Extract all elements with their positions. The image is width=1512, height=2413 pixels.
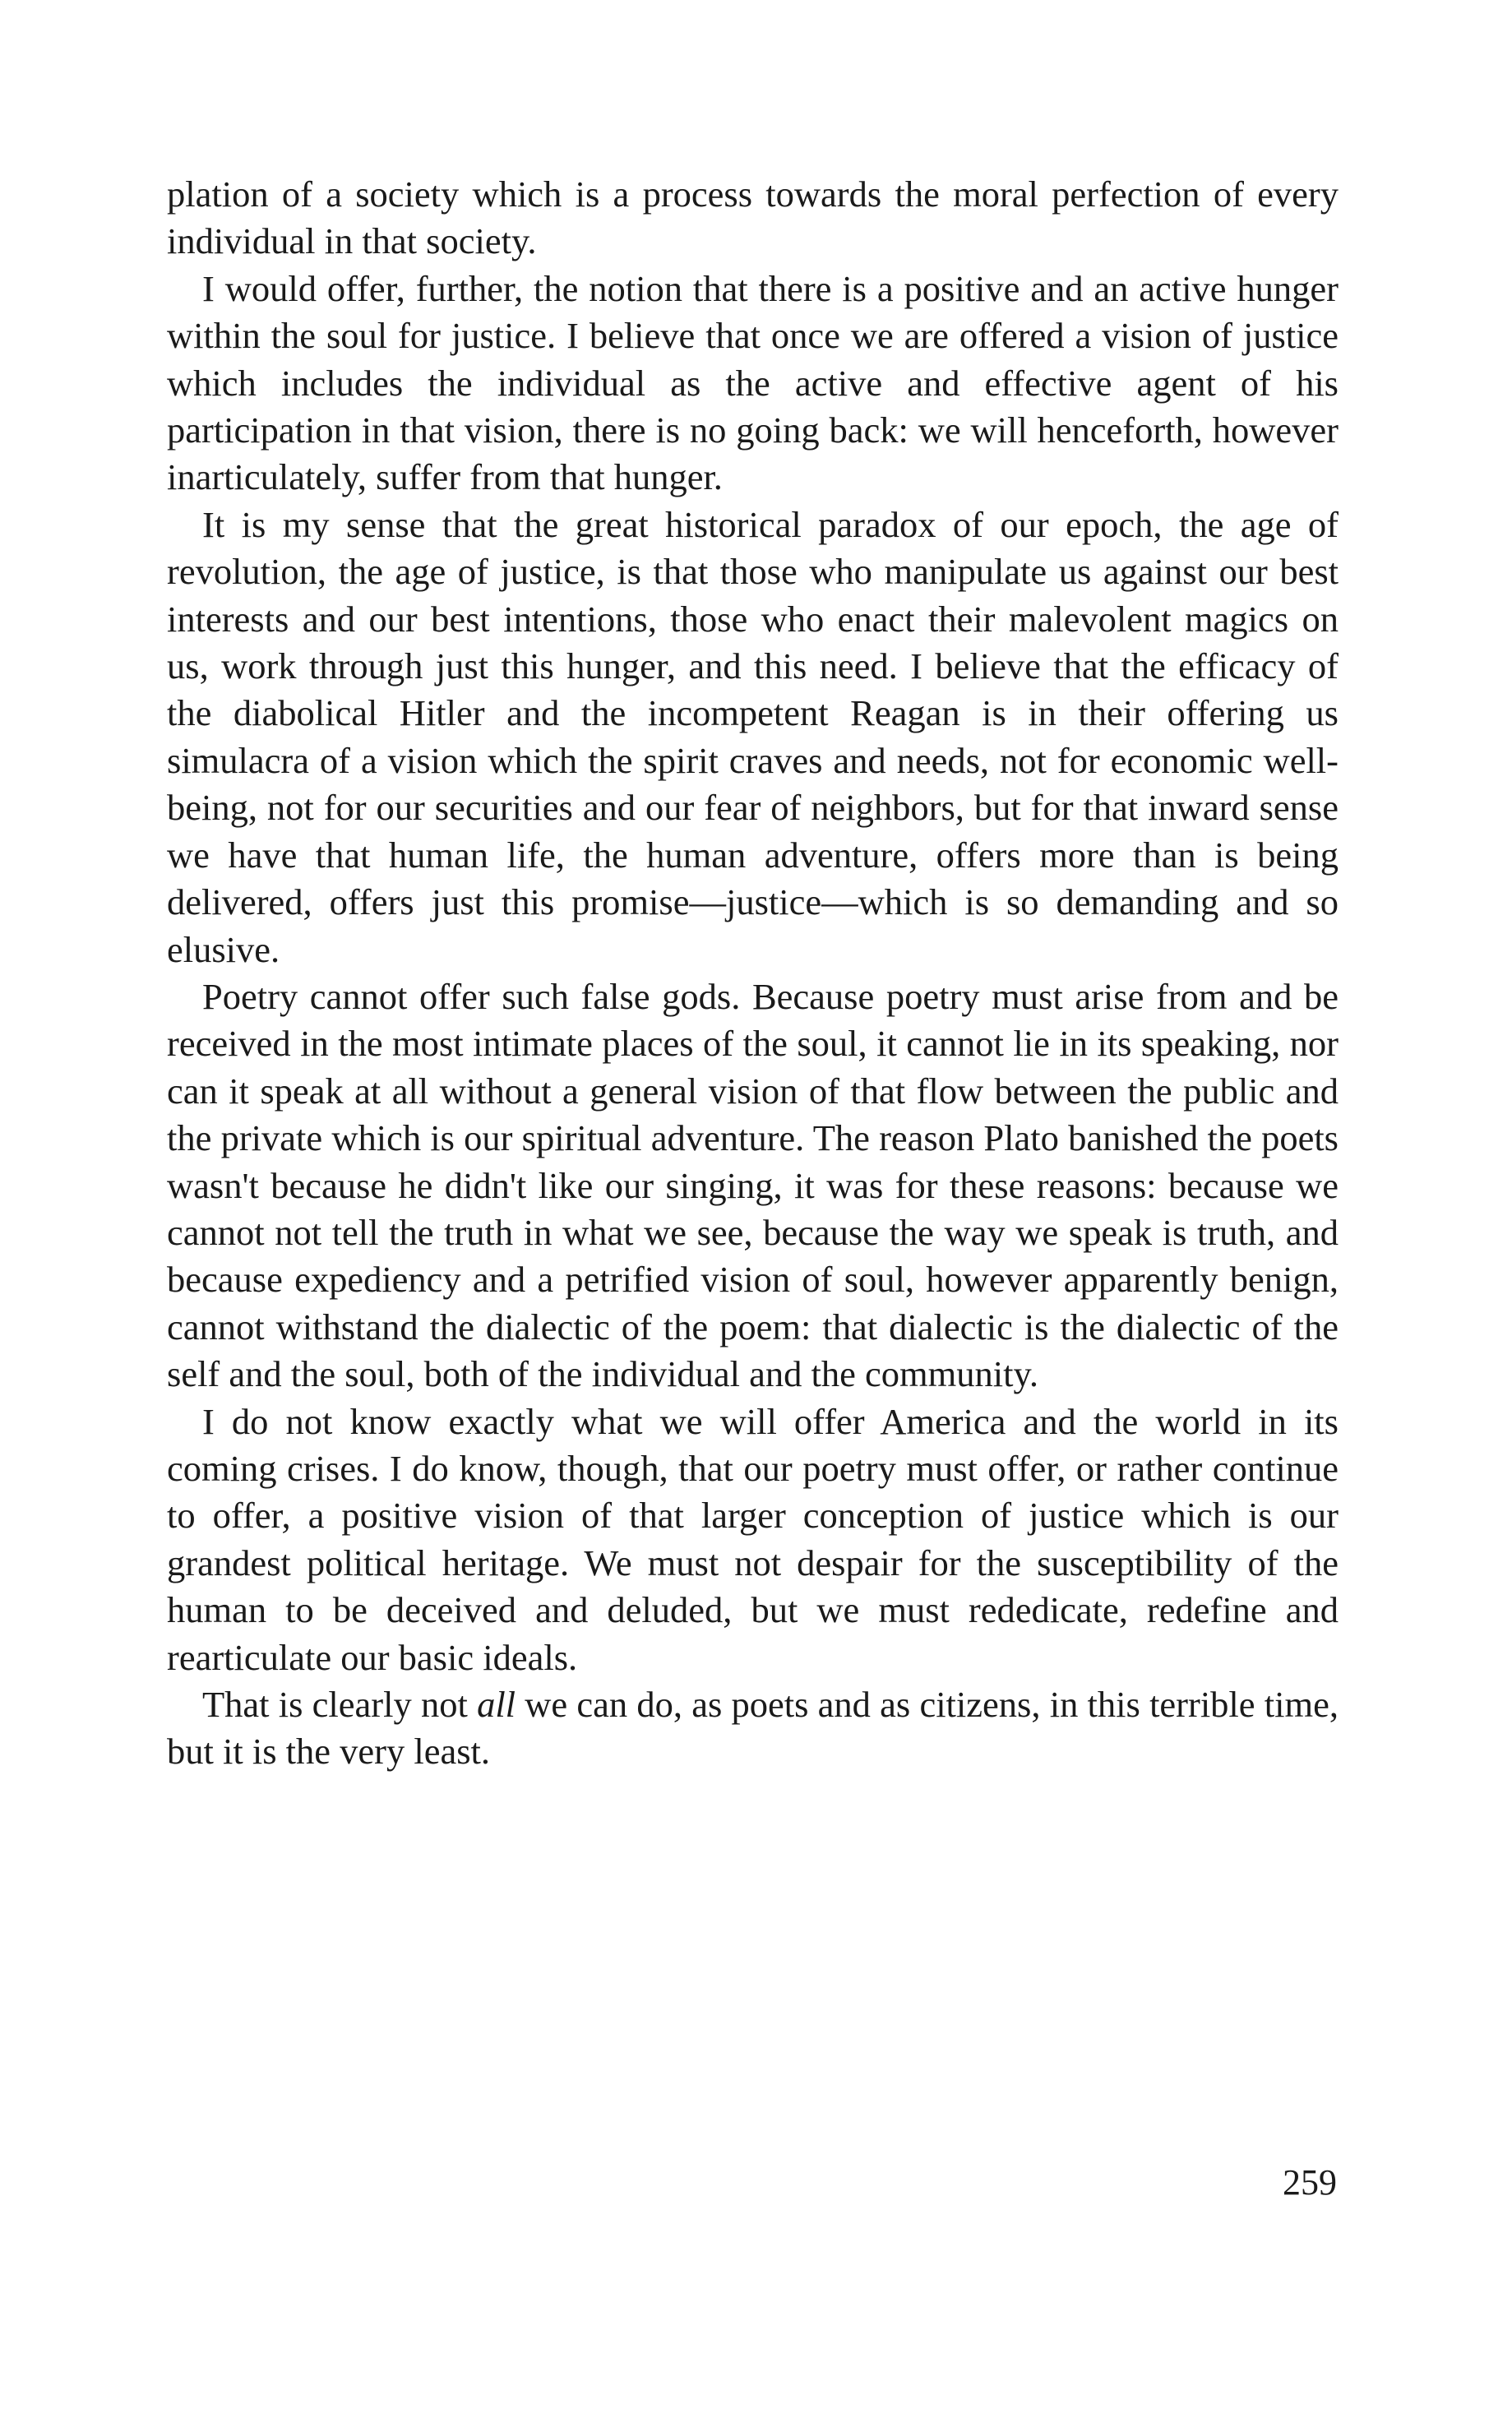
- paragraph-historical-paradox: It is my sense that the great historical paradox of our epoch, the age of revolution, the age of justice, is that those who manipulate us against our best interests and our best intentions, those who enact their malevolent magics on us, work through just this hunger, and this need. I believe that the efficacy of the diabolical Hitler and the incompetent Reagan is in their offering us simulacra of a vision which the spirit craves and needs, not for economic well-being, not for our securities and our fear of neighbors, but for that inward sense we have that human life, the human adventure, offers more than is being delivered, offers just this promise—justice—which is so demanding and so elusive.: [167, 503, 1339, 970]
- page-number: 259: [1283, 2162, 1337, 2203]
- closing-text-emphasis: all: [477, 1684, 516, 1725]
- paragraph-continuation: plation of a society which is a process towards the moral perfection of every individual in that society.: [167, 173, 1339, 262]
- paragraph-closing: [167, 1681, 1339, 1776]
- closing-text-before: That is clearly not: [202, 1684, 478, 1725]
- paragraph-america-crises: I do not know exactly what we will offer America and the world in its coming crises. I do know, though, that our poetry must offer, or rather continue to offer, a positive vision of that larger conception of justice which is our grandest political heritage. We must not despair for the susceptibility of the human to be deceived and deluded, but we must rededicate, redefine and rearticulate our basic ideals.: [167, 1400, 1339, 1678]
- closing-text-after: we can do, as poets and as citizens, in this terrible time, but it is the very least.: [167, 1684, 1339, 1773]
- paragraph-hunger-for-justice: I would offer, further, the notion that there is a positive and an active hunger within the soul for justice. I believe that once we are offered a vision of justice which includes the individual as the active and effective agent of his participation in that vision, there is no going back: we will henceforth, however inarticulately, suffer from that hunger.: [167, 267, 1339, 498]
- body-text: [167, 171, 1339, 1776]
- paragraph-poetry-false-gods: Poetry cannot offer such false gods. Because poetry must arise from and be received in the most intimate places of the soul, it cannot lie in its speaking, nor can it speak at all without a general vision of that flow between the public and the private which is our spiritual adventure. The reason Plato banished the poets wasn't because he didn't like our singing, it was for these reasons: because we cannot not tell the truth in what we see, because the way we speak is truth, and because expediency and a petrified vision of soul, however apparently benign, cannot withstand the dialectic of the poem: that dialectic is the dialectic of the self and the soul, both of the individual and the community.: [167, 975, 1339, 1395]
